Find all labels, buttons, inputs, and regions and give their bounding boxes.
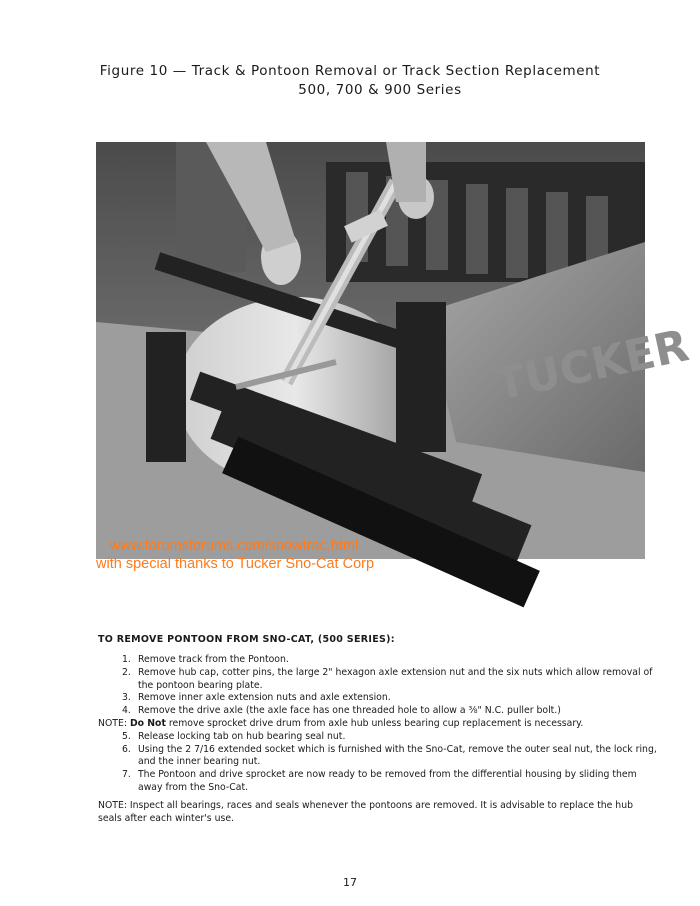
figure-title [0, 62, 700, 100]
step-number: 7. [122, 769, 131, 781]
step-text: Remove hub cap, cotter pins, the large 2" hexagon axle extension nut and the six nuts which allow removal of the pontoon bearing plate. [138, 666, 653, 691]
note-do-not [98, 718, 658, 731]
note-label: NOTE: [98, 717, 127, 729]
step-number: 4. [122, 705, 131, 717]
step-number: 5. [122, 730, 131, 742]
watermark-url: www.forumsforums.com/snowtrac.html [110, 538, 359, 554]
note-inspect: NOTE: Inspect all bearings, races and seals whenever the pontoons are removed. It is advisable to replace the hub seals after each winter's use. [98, 799, 633, 824]
section-heading: TO REMOVE PONTOON FROM SNO-CAT, (500 SERIES): [98, 634, 395, 645]
figure-title-line2: 500, 700 & 900 Series [298, 82, 462, 98]
watermark-credit: with special thanks to Tucker Sno-Cat Corp [96, 556, 375, 572]
step-text: Remove track from the Pontoon. [138, 654, 289, 665]
page-number: 17 [343, 876, 357, 889]
step-number: 3. [122, 692, 131, 704]
list-item [98, 654, 658, 667]
step-number: 6. [122, 743, 131, 755]
list-item [98, 692, 658, 705]
list-item [98, 769, 658, 795]
step-text: Remove the drive axle (the axle face has one threaded hole to allow a ⅜" N.C. puller bolt.) [138, 705, 561, 717]
step-number: 2. [122, 666, 131, 678]
step-text: Using the 2 7/16 extended socket which is furnished with the Sno-Cat, remove the outer seal nut, the lock ring, and the inner bearing nut. [138, 743, 657, 768]
step-number: 1. [122, 654, 131, 665]
step-text: Release locking tab on hub bearing seal nut. [138, 730, 346, 742]
track-pontoon-photo [96, 142, 694, 559]
step-text: Remove inner axle extension nuts and axle extension. [138, 692, 391, 704]
step-text: The Pontoon and drive sprocket are now ready to be removed from the differential housing by sliding them away from the Sno-Cat. [138, 769, 637, 793]
figure-title-line1: Figure 10 — Track & Pontoon Removal or Track Section Replacement [99, 63, 601, 79]
list-item [98, 744, 658, 770]
list-item [98, 667, 658, 693]
list-item [98, 705, 658, 718]
instruction-list [98, 654, 658, 825]
pontoon-lettering: TUCKER [490, 320, 694, 411]
note-text: remove sprocket drive drum from axle hub unless bearing cup replacement is necessary. [168, 717, 584, 729]
list-item [98, 731, 658, 744]
note-emphasis: Do Not [129, 717, 166, 729]
photo-illustration [96, 142, 694, 559]
